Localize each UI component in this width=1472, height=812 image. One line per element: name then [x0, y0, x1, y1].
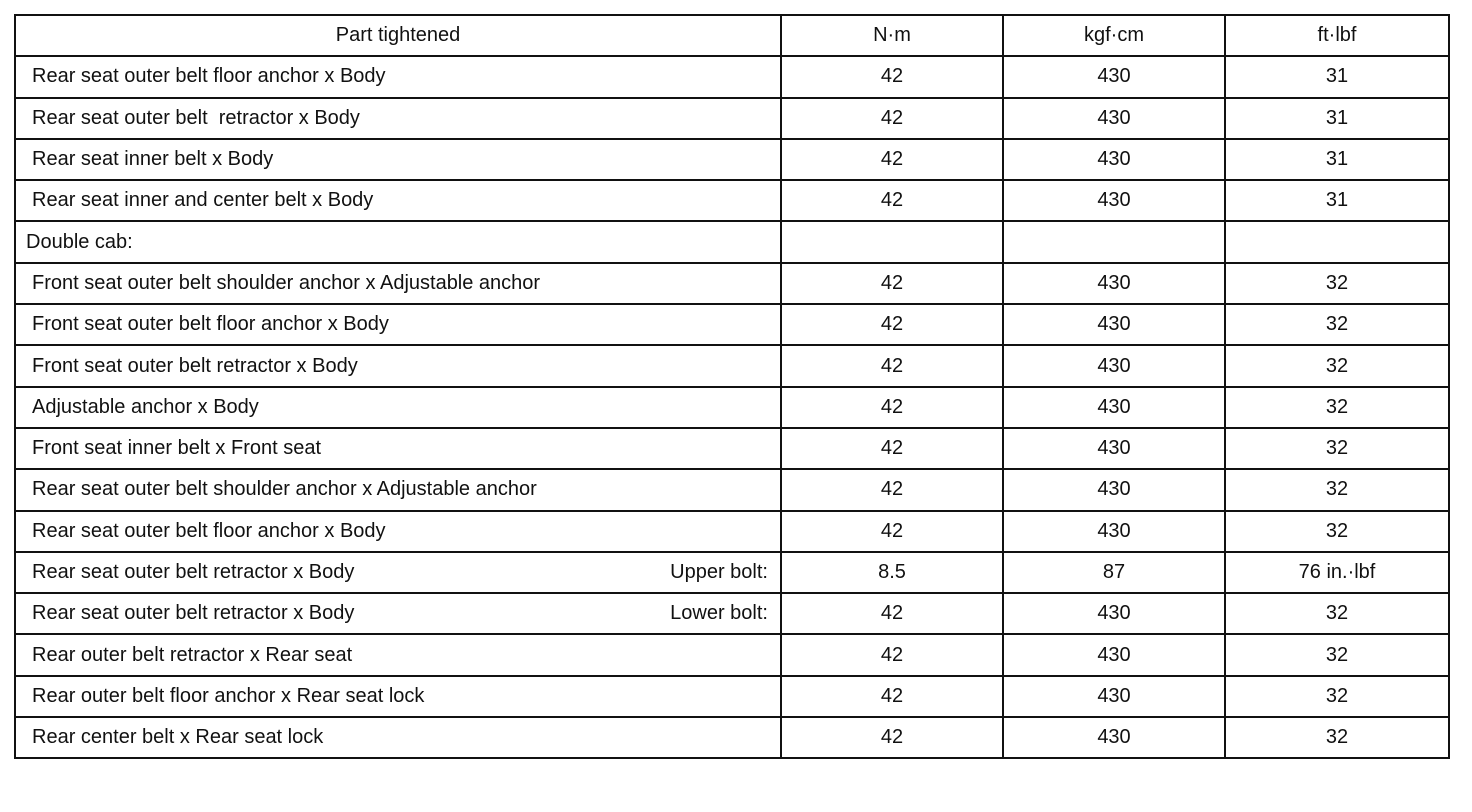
table-row [15, 552, 1449, 593]
part-name: Rear seat outer belt floor anchor x Body [32, 65, 386, 88]
ft-value: 32 [1225, 428, 1449, 469]
table-row [15, 263, 1449, 304]
table-row [15, 634, 1449, 675]
section-row [15, 221, 1449, 262]
part-cell [15, 387, 781, 428]
part-name: Rear seat outer belt shoulder anchor x Adjustable anchor [32, 478, 537, 501]
nm-value: 42 [781, 304, 1003, 345]
kgf-value: 430 [1003, 263, 1225, 304]
table-row [15, 511, 1449, 552]
part-name: Rear seat outer belt retractor x Body [32, 561, 355, 583]
part-name: Rear seat inner and center belt x Body [32, 189, 374, 212]
nm-value: 42 [781, 139, 1003, 180]
nm-value: 42 [781, 180, 1003, 221]
table-row [15, 428, 1449, 469]
kgf-value: 430 [1003, 717, 1225, 758]
part-cell [15, 469, 781, 510]
nm-value: 42 [781, 428, 1003, 469]
ft-value: 31 [1225, 56, 1449, 97]
nm-value: 42 [781, 345, 1003, 386]
part-cell [15, 98, 781, 139]
part-name: Rear center belt x Rear seat lock [32, 726, 324, 749]
nm-value: 42 [781, 634, 1003, 675]
part-name: Rear seat outer belt retractor x Body [32, 602, 355, 625]
part-name: Front seat outer belt retractor x Body [32, 354, 358, 377]
ft-value: 31 [1225, 98, 1449, 139]
nm-value: 42 [781, 98, 1003, 139]
kgf-value: 430 [1003, 428, 1225, 469]
bolt-note: Lower bolt: [670, 602, 768, 625]
part-cell [15, 634, 781, 675]
kgf-value: 430 [1003, 634, 1225, 675]
ft-value: 32 [1225, 511, 1449, 552]
ft-value: 31 [1225, 139, 1449, 180]
part-name: Rear outer belt floor anchor x Rear seat lock [32, 684, 425, 707]
part-cell [15, 676, 781, 717]
part-cell [15, 304, 781, 345]
kgf-value: 430 [1003, 180, 1225, 221]
table-row [15, 345, 1449, 386]
nm-value: 42 [781, 511, 1003, 552]
part-name: Rear seat outer belt floor anchor x Body [32, 519, 386, 542]
table-row [15, 387, 1449, 428]
kgf-value: 430 [1003, 387, 1225, 428]
table-row [15, 593, 1449, 634]
part-cell [15, 428, 781, 469]
table-row [15, 56, 1449, 97]
part-cell [15, 263, 781, 304]
ft-value: 32 [1225, 593, 1449, 634]
part-cell [15, 552, 781, 593]
torque-spec-table [14, 14, 1450, 759]
part-name: Rear outer belt retractor x Rear seat [32, 643, 353, 666]
nm-value: 8.5 [781, 552, 1003, 593]
nm-value: 42 [781, 469, 1003, 510]
nm-value: 42 [781, 676, 1003, 717]
part-name: Front seat outer belt floor anchor x Body [32, 313, 389, 336]
header-kgf-cm: kgf·cm [1003, 15, 1225, 56]
ft-value: 32 [1225, 676, 1449, 717]
table-row [15, 180, 1449, 221]
ft-value [1225, 221, 1449, 262]
part-name: Front seat outer belt shoulder anchor x Adjustable anchor [32, 271, 541, 294]
nm-value: 42 [781, 56, 1003, 97]
kgf-value: 430 [1003, 56, 1225, 97]
ft-value: 32 [1225, 717, 1449, 758]
kgf-value: 430 [1003, 469, 1225, 510]
table-row [15, 139, 1449, 180]
header-row [15, 15, 1449, 56]
header-part-tightened: Part tightened [15, 15, 781, 56]
table-row [15, 717, 1449, 758]
kgf-value: 430 [1003, 304, 1225, 345]
part-name: Front seat inner belt x Front seat [32, 437, 322, 460]
header-newton-meter: N·m [781, 15, 1003, 56]
part-cell [15, 180, 781, 221]
ft-value: 31 [1225, 180, 1449, 221]
kgf-value [1003, 221, 1225, 262]
table-row [15, 469, 1449, 510]
nm-value: 42 [781, 263, 1003, 304]
part-cell [15, 139, 781, 180]
ft-value: 76 in.·lbf [1225, 552, 1449, 593]
ft-value: 32 [1225, 263, 1449, 304]
section-label: Double cab: [15, 221, 781, 262]
table-row [15, 304, 1449, 345]
part-cell [15, 345, 781, 386]
part-name: Rear seat inner belt x Body [32, 148, 274, 171]
ft-value: 32 [1225, 469, 1449, 510]
nm-value: 42 [781, 387, 1003, 428]
nm-value: 42 [781, 593, 1003, 634]
header-ft-lbf: ft·lbf [1225, 15, 1449, 56]
nm-value [781, 221, 1003, 262]
part-cell [15, 511, 781, 552]
part-name: Rear seat outer belt retractor x Body [32, 106, 360, 129]
ft-value: 32 [1225, 634, 1449, 675]
part-cell [15, 717, 781, 758]
kgf-value: 430 [1003, 139, 1225, 180]
kgf-value: 430 [1003, 593, 1225, 634]
table-row [15, 676, 1449, 717]
part-cell [15, 593, 781, 634]
kgf-value: 87 [1003, 552, 1225, 593]
part-name: Adjustable anchor x Body [32, 395, 259, 418]
nm-value: 42 [781, 717, 1003, 758]
kgf-value: 430 [1003, 511, 1225, 552]
bolt-note: Upper bolt: [670, 561, 768, 583]
ft-value: 32 [1225, 345, 1449, 386]
part-cell [15, 56, 781, 97]
kgf-value: 430 [1003, 345, 1225, 386]
table-row [15, 98, 1449, 139]
kgf-value: 430 [1003, 676, 1225, 717]
ft-value: 32 [1225, 304, 1449, 345]
ft-value: 32 [1225, 387, 1449, 428]
kgf-value: 430 [1003, 98, 1225, 139]
